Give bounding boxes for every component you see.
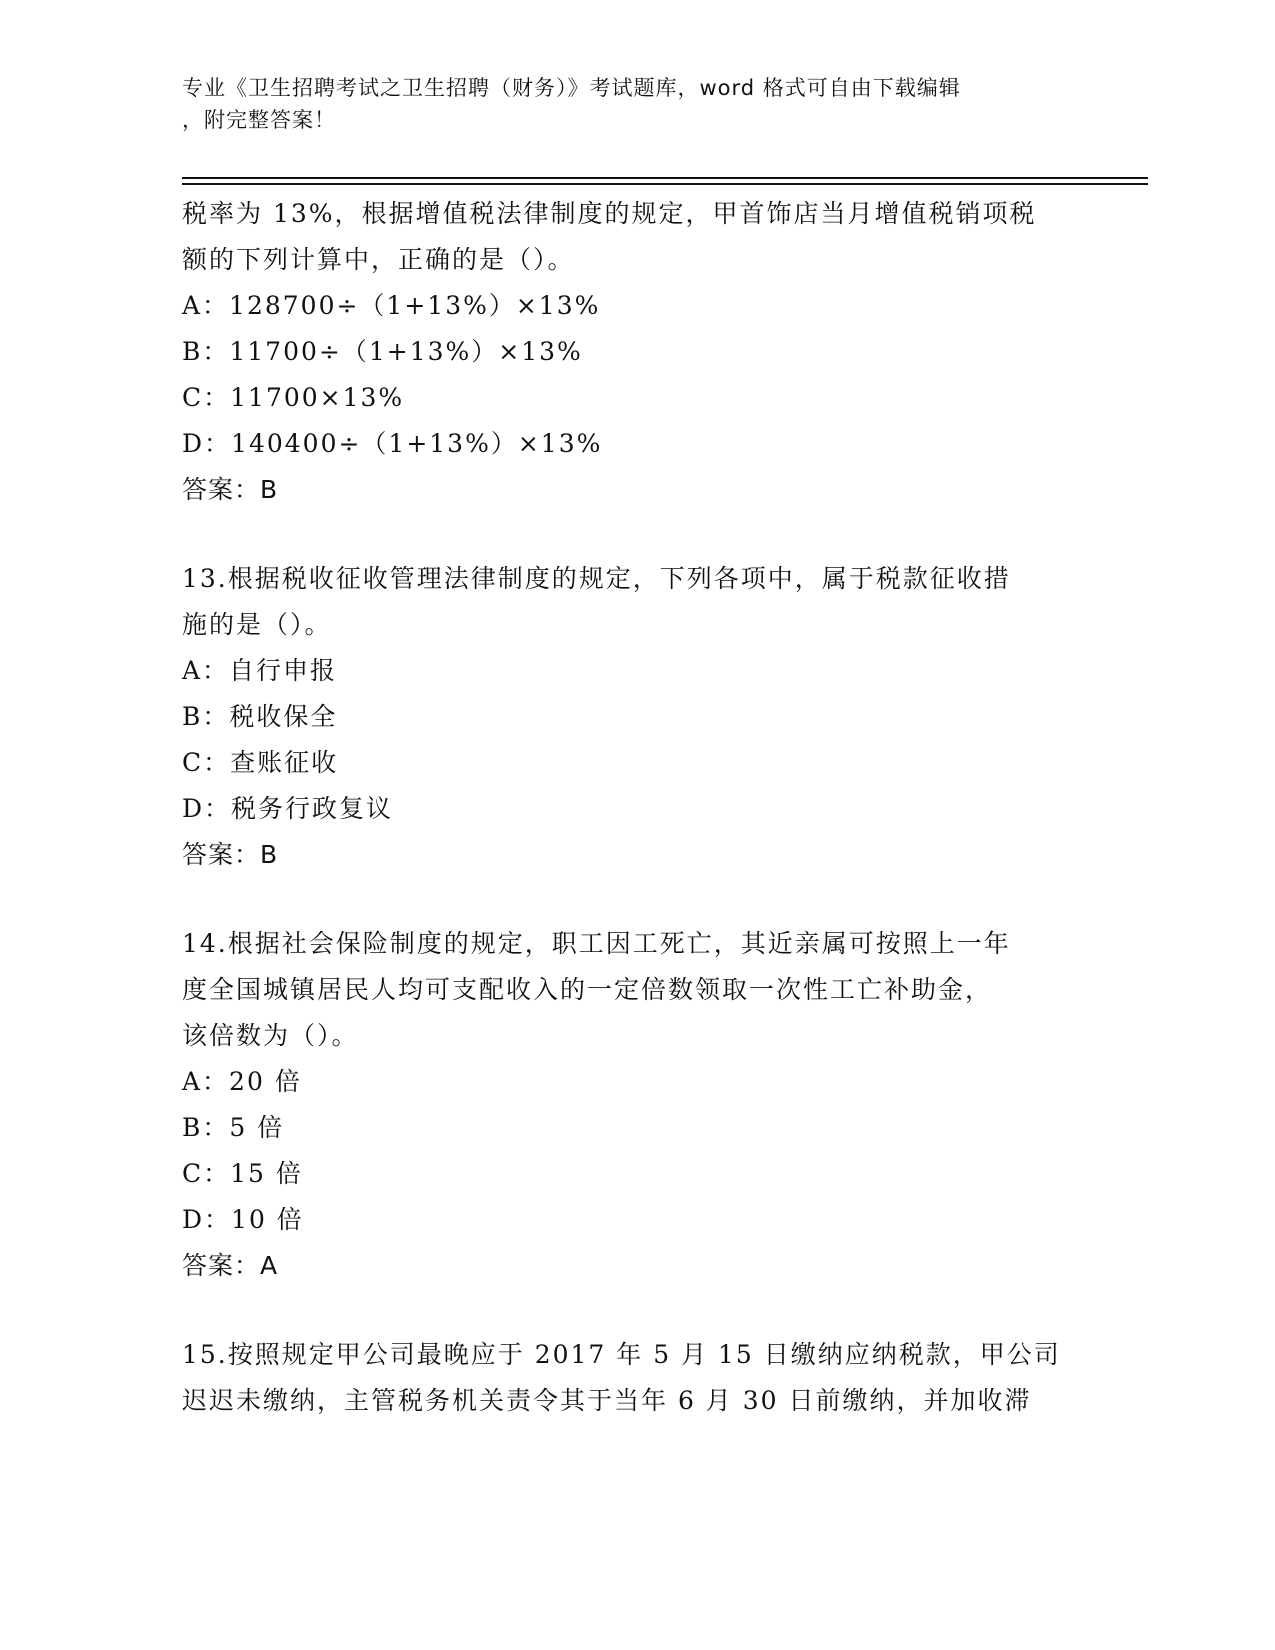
option-b: B：税收保全 <box>182 702 338 731</box>
option-a: A：自行申报 <box>182 656 338 685</box>
spacer <box>182 878 1082 921</box>
question-stem-line: 该倍数为（）。 <box>182 1021 359 1050</box>
question-stem-line: 14.根据社会保险制度的规定，职工因工死亡，其近亲属可按照上一年 <box>182 929 1011 958</box>
header-line-1: 专业《卫生招聘考试之卫生招聘（财务）》考试题库，word 格式可自由下载编辑 <box>182 76 961 100</box>
option-d: D：140400÷（1+13%）×13% <box>182 429 603 458</box>
question-stem-line: 额的下列计算中，正确的是（）。 <box>182 245 575 274</box>
question-15 <box>182 1332 1082 1424</box>
option-a: A：20 倍 <box>182 1067 302 1096</box>
answer-line: 答案：B <box>182 475 279 504</box>
spacer <box>182 1289 1082 1332</box>
option-b: B：11700÷（1+13%）×13% <box>182 337 583 366</box>
option-c: C：11700×13% <box>182 383 405 412</box>
option-c: C：查账征收 <box>182 748 339 777</box>
question-stem-line: 度全国城镇居民人均可支配收入的一定倍数领取一次性工亡补助金， <box>182 975 993 1004</box>
header-line-2: ，附完整答案！ <box>182 108 336 132</box>
option-d: D：税务行政复议 <box>182 794 394 823</box>
option-c: C：15 倍 <box>182 1159 303 1188</box>
document-header <box>182 72 1062 136</box>
answer-line: 答案：B <box>182 840 279 869</box>
option-d: D：10 倍 <box>182 1205 304 1234</box>
option-a: A：128700÷（1+13%）×13% <box>182 291 601 320</box>
question-stem-line: 13.根据税收征收管理法律制度的规定，下列各项中，属于税款征收措 <box>182 564 1011 593</box>
question-stem-line: 施的是（）。 <box>182 610 332 639</box>
question-12 <box>182 191 1082 513</box>
answer-line: 答案：A <box>182 1251 279 1280</box>
option-b: B：5 倍 <box>182 1113 285 1142</box>
header-rule-top <box>182 177 1148 179</box>
question-14 <box>182 921 1082 1289</box>
document-body <box>182 191 1082 1424</box>
question-13 <box>182 556 1082 878</box>
question-stem-line: 15.按照规定甲公司最晚应于 2017 年 5 月 15 日缴纳应纳税款，甲公司 <box>182 1340 1061 1369</box>
header-rule-bottom <box>182 183 1148 185</box>
question-stem-line: 迟迟未缴纳，主管税务机关责令其于当年 6 月 30 日前缴纳，并加收滞 <box>182 1386 1032 1415</box>
spacer <box>182 513 1082 556</box>
question-stem-line: 税率为 13%，根据增值税法律制度的规定，甲首饰店当月增值税销项税 <box>182 199 1037 228</box>
